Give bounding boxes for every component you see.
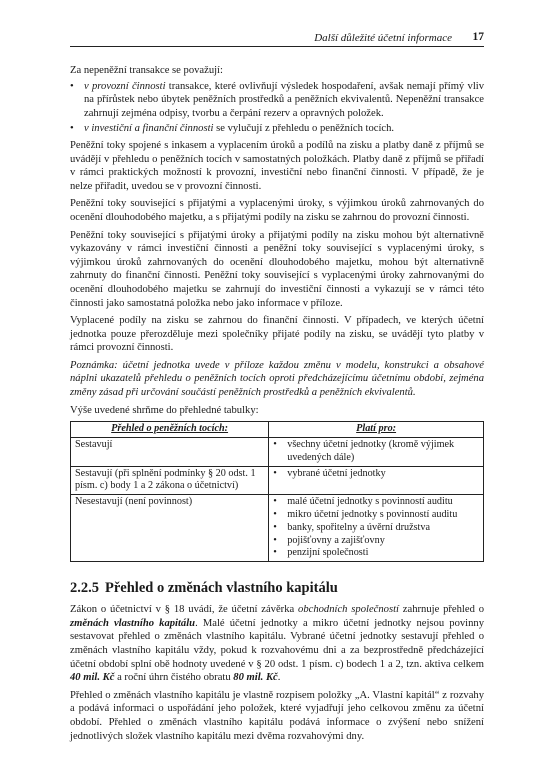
table-cell-label: Sestavují (při splnění podmínky § 20 odst. 1 písm. c) body 1 a 2 zákona o účetnictví) [71, 466, 269, 495]
table-header-cell [71, 422, 269, 438]
table-cell-label: Sestavují [71, 438, 269, 467]
note-paragraph: Poznámka: účetní jednotka uvede v příloze každou změnu v modelu, konstrukci a obsahové náplni ukazatelů přehledu o peněžních tocích oproti předcházejícímu účetnímu období, zejména změny zásad při určování součástí peněžních prostředků a peněžních ekvivalentů. [70, 359, 484, 399]
table-list-item: • všechny účetní jednotky (kromě výjimek uvedených dále) [273, 439, 479, 465]
summary-table [70, 421, 484, 562]
text-run: Zákon o účetnictví v § 18 uvádí, že účetní závěrka [70, 604, 299, 616]
section-heading [70, 580, 484, 597]
emphasis-run: změnách vlastního kapitálu [70, 617, 196, 629]
table-list-item: • vybrané účetní jednotky [273, 468, 479, 481]
table-cell-items [269, 466, 484, 495]
text-run: zahrnuje přehled o [398, 604, 484, 616]
section-title: Přehled o změnách vlastního kapitálu [105, 580, 338, 597]
table-header-row [71, 422, 484, 438]
page-content [70, 64, 484, 747]
table-cell-label: Nesestavují (není povinnost) [71, 495, 269, 562]
section-paragraph: Přehled o změnách vlastního kapitálu je vlastně rozpisem položky „A. Vlastní kapitál“ z rozvahy a podává informaci o uspořádání jeho položek, které vyjadřují jeho celkovou změnu za účetní období. Přehled o změnách vlastního kapitálu podává informace o zvýšení nebo snížení jednotlivých složek vlastního kapitálu mezi dvěma rozvahovými dny. [70, 689, 484, 742]
list-item-emphasis: v provozní činnosti [84, 80, 166, 92]
paragraph: Peněžní toky spojené s inkasem a vyplacením úroků a podílů na zisku a platby daně z příjmů se uvádějí v přehledu o peněžních tocích v samostatných položkách. Platby daně z příjmů se přiřadí v rámci praktických možností k provozní, investiční nebo finanční činnosti. V případě, že je nelze přiřadit, uvedou se v provozní činnosti. [70, 139, 484, 192]
paragraph: Peněžní toky související s přijatými a vyplacenými úroky, s výjimkou úroků zahrnovaných do ocenění dlouhodobého majetku, a s přijatými podíly na zisku se zahrnou do provozní činnosti. [70, 198, 484, 223]
table-row [71, 438, 484, 467]
list-item-text: se vylučují z přehledu o peněžních tocích. [213, 123, 395, 135]
text-run: . Malé účetní jednotky a mikro účetní jednotky nejsou povinny sestavovat přehled o změnách vlastního kapitálu. Vybrané účetní jednotky sestavují přehled o změnách vlastního kapitálu vždy, pokud k rozvahovému dni a za bezprostředně předcházející účetní období splní obě hodnoty uvedené v § 20 odst. 1 písm. c) bodech 1 a 2, tzn. aktiva celkem [70, 617, 484, 670]
section-number: 2.2.5 [70, 580, 99, 597]
paragraph: Vyplacené podíly na zisku se zahrnou do finanční činnosti. V případech, ve kterých účetní jednotka pouze přerozděluje mezi společníky přijaté podíly na zisku, se uvádějí tyto platby v rámci provozní činnosti. [70, 315, 484, 354]
table-list-item: • penzijní společnosti [273, 547, 479, 560]
table-intro: Výše uvedené shrňme do přehledné tabulky: [70, 404, 259, 416]
table-list-item: • mikro účetní jednotky s povinností auditu [273, 509, 479, 522]
header-title: Další důležité účetní informace [314, 32, 452, 44]
header-label: Přehled o peněžních tocích: [111, 423, 229, 435]
table-cell-items [269, 495, 484, 562]
table-list-item: • malé účetní jednotky s povinností auditu [273, 496, 479, 509]
non-cash-list [70, 80, 484, 136]
section-paragraph [70, 603, 484, 685]
table-row [71, 466, 484, 495]
running-header [70, 30, 484, 47]
table-cell-items [269, 438, 484, 467]
list-item-emphasis: v investiční a finanční činnosti [84, 123, 214, 135]
list-item [70, 122, 484, 136]
emphasis-run: 40 mil. Kč [70, 672, 115, 684]
emphasis-run: obchodních společností [298, 604, 399, 616]
intro-paragraph: Za nepeněžní transakce se považují: [70, 65, 223, 76]
list-item [70, 80, 484, 121]
text-run: . [277, 672, 281, 684]
table-list-item: • pojišťovny a zajišťovny [273, 535, 479, 548]
emphasis-run: 80 mil. Kč [233, 672, 278, 684]
page-number: 17 [472, 31, 484, 43]
paragraph: Peněžní toky související s přijatými úroky a přijatými podíly na zisku mohou být alternativně vykazovány v rámci investiční činnosti a peněžní toky související s vyplacenými úroky, s výjimkou úroků zahrnovaných do ocenění dlouhodobého majetku, mohou být alternativně zahrnuty do finanční činnosti. Peněžní toky související s vyplacenými úroky zahrnovanými do ocenění dlouhodobého majetku se zahrnují do investiční činnosti a vykazují se v rámci této činnosti jako samostatná položka nebo jako informace v příloze. [70, 229, 484, 309]
header-label: Platí pro: [356, 423, 397, 435]
table-row [71, 495, 484, 562]
table-header-cell [269, 422, 484, 438]
text-run: a roční úhrn čistého obratu [114, 672, 234, 684]
list-item-text: transakce, které ovlivňují výsledek hospodaření, avšak nemají přímý vliv na přírůstek nebo úbytek peněžních prostředků a peněžních ekvivalentů. Nepeněžní transakce zahrnují zejména odpisy, tvorbu a čerpání rezerv a opravných položek. [84, 80, 484, 119]
table-list-item: • banky, spořitelny a úvěrní družstva [273, 522, 479, 535]
